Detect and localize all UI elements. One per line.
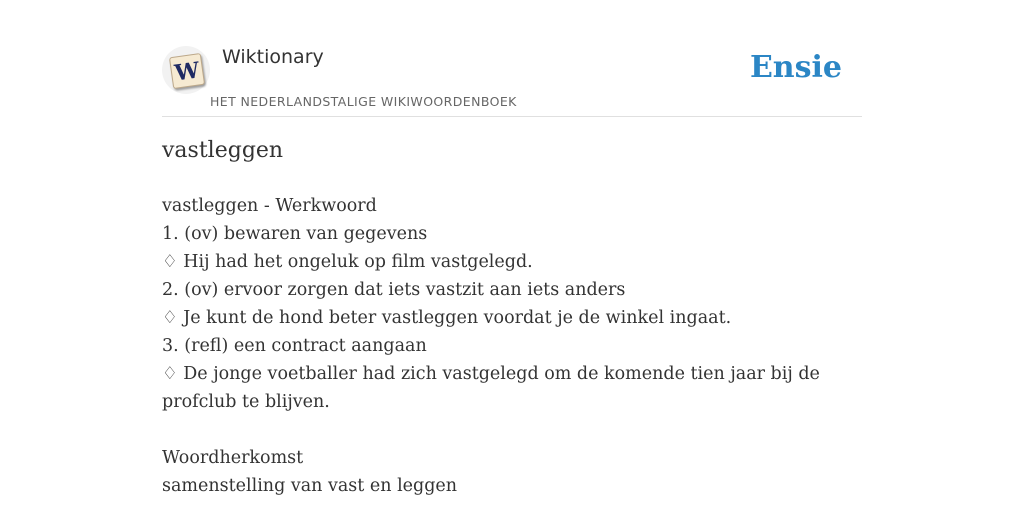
wiktionary-logo-icon[interactable]	[162, 46, 210, 94]
logo-letter: W	[173, 57, 202, 87]
etymology-heading: Woordherkomst	[162, 448, 304, 468]
definition-sense-2: 2. (ov) ervoor zorgen dat iets vastzit aan iets anders	[162, 280, 626, 300]
site-name[interactable]: Wiktionary	[222, 46, 324, 68]
definition-sense-3: 3. (refl) een contract aangaan	[162, 336, 427, 356]
definition-example-2: ♢ Je kunt de hond beter vastleggen voordat je de winkel ingaat.	[162, 308, 732, 328]
definition-example-3: ♢ De jonge voetballer had zich vastgelegd om de komende tien jaar bij de profclub te blijven.	[162, 364, 820, 412]
etymology-text: samenstelling van vast en leggen	[162, 476, 458, 496]
page-container	[162, 0, 862, 496]
site-tagline: HET NEDERLANDSTALIGE WIKIWOORDENBOEK	[210, 94, 517, 109]
definition-body	[162, 192, 862, 500]
site-header	[162, 0, 862, 117]
definition-example-1: ♢ Hij had het ongeluk op film vastgelegd.	[162, 252, 533, 272]
entry-title: vastleggen	[162, 138, 284, 163]
definition-headword-line: vastleggen - Werkwoord	[162, 196, 377, 216]
ensie-logo-link[interactable]: Ensie	[749, 50, 842, 85]
section-spacer	[162, 416, 862, 444]
definition-sense-1: 1. (ov) bewaren van gegevens	[162, 224, 428, 244]
logo-tile	[169, 53, 205, 89]
